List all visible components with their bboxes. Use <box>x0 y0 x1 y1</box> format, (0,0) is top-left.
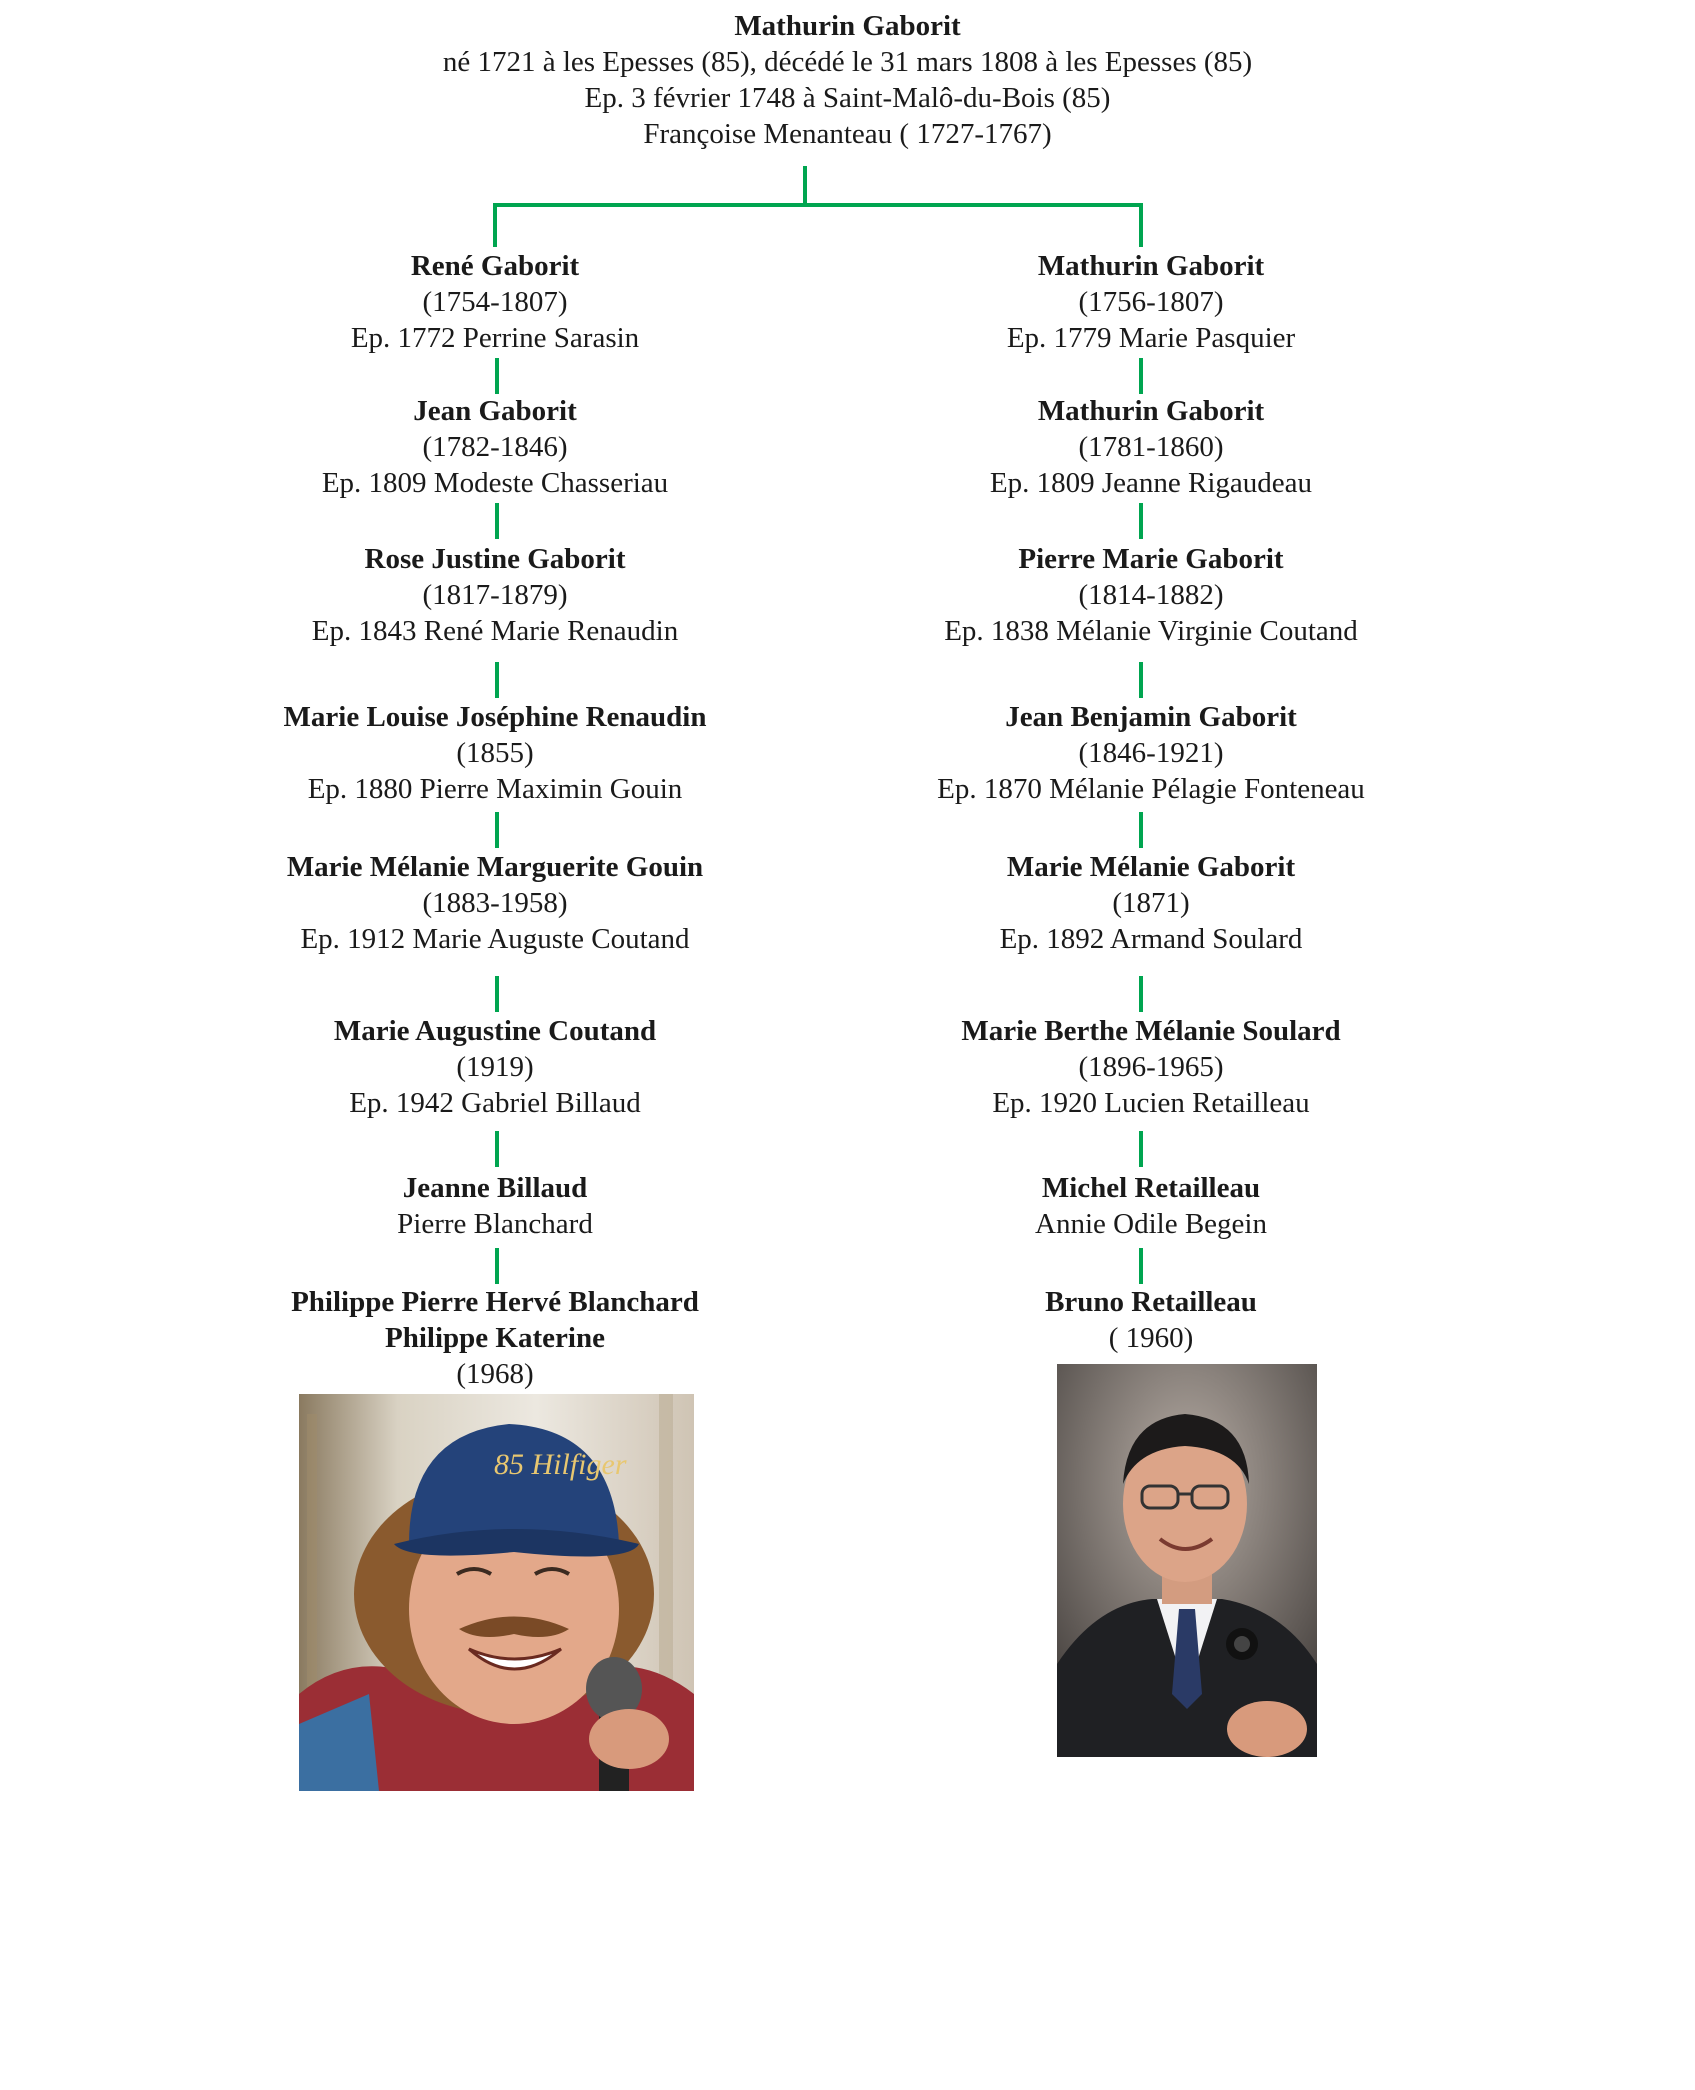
person-spouse: Ep. 1772 Perrine Sarasin <box>350 322 640 354</box>
person-spouse: Ep. 1942 Gabriel Billaud <box>349 1087 641 1119</box>
left-generation-1 <box>115 248 875 356</box>
right-connector <box>1139 812 1143 848</box>
person-dates: (1781-1860) <box>1078 431 1224 463</box>
person-dates: (1855) <box>456 737 534 769</box>
left-generation-4 <box>115 699 875 807</box>
person-dates: (1782-1846) <box>422 431 568 463</box>
person-spouse: Ep. 1920 Lucien Retailleau <box>992 1087 1310 1119</box>
root-marriage: Ep. 3 février 1748 à Saint-Malô-du-Bois (85) <box>584 82 1111 114</box>
right-generation-3 <box>771 541 1531 649</box>
right-generation-5 <box>771 849 1531 957</box>
right-connector <box>1139 503 1143 539</box>
person-name: Marie Berthe Mélanie Soulard <box>961 1015 1341 1047</box>
root-spouse: Françoise Menanteau ( 1727-1767) <box>643 118 1052 150</box>
person-spouse: Ep. 1779 Marie Pasquier <box>1006 322 1296 354</box>
left-connector <box>495 503 499 539</box>
left-connector <box>495 812 499 848</box>
person-dates: (1896-1965) <box>1078 1051 1224 1083</box>
left-generation-8 <box>115 1284 875 1392</box>
root-birth-death: né 1721 à les Epesses (85), décédé le 31 mars 1808 à les Epesses (85) <box>442 46 1253 78</box>
person-spouse: Annie Odile Begein <box>1035 1208 1267 1240</box>
right-generation-1 <box>771 248 1531 356</box>
person-name: Marie Louise Joséphine Renaudin <box>283 701 707 733</box>
right-connector <box>1139 662 1143 698</box>
branch-left-drop <box>493 203 497 247</box>
left-generation-7 <box>115 1170 875 1242</box>
branch-bar <box>493 203 1143 207</box>
person-dates: ( 1960) <box>1108 1322 1194 1354</box>
person-dates: (1817-1879) <box>422 579 568 611</box>
person-name: Jean Benjamin Gaborit <box>1005 701 1297 733</box>
cap-logo-text: 85 Hilfiger <box>494 1448 627 1481</box>
left-connector <box>495 976 499 1012</box>
person-name: Marie Mélanie Marguerite Gouin <box>286 851 704 883</box>
person-dates: (1919) <box>456 1051 534 1083</box>
portrait-bruno-retailleau <box>1057 1364 1317 1757</box>
person-spouse: Ep. 1880 Pierre Maximin Gouin <box>307 773 683 805</box>
right-generation-6 <box>771 1013 1531 1121</box>
person-dates: (1754-1807) <box>422 286 568 318</box>
left-generation-2 <box>115 393 875 501</box>
person-name: Pierre Marie Gaborit <box>1018 543 1284 575</box>
right-generation-2 <box>771 393 1531 501</box>
left-connector <box>495 358 499 394</box>
person-dates: (1814-1882) <box>1078 579 1224 611</box>
left-connector <box>495 1131 499 1167</box>
person-dates: (1871) <box>1112 887 1190 919</box>
person-dates: (1756-1807) <box>1078 286 1224 318</box>
left-generation-5 <box>115 849 875 957</box>
person-name: Bruno Retailleau <box>1045 1286 1257 1318</box>
right-generation-8 <box>771 1284 1531 1356</box>
person-name: Marie Mélanie Gaborit <box>1006 851 1296 883</box>
root-stem <box>803 166 807 206</box>
person-name: Mathurin Gaborit <box>1037 395 1265 427</box>
person-name: Jean Gaborit <box>413 395 577 427</box>
left-connector <box>495 1248 499 1284</box>
right-connector <box>1139 976 1143 1012</box>
person-name: Rose Justine Gaborit <box>364 543 626 575</box>
person-spouse: Ep. 1892 Armand Soulard <box>999 923 1303 955</box>
person-spouse: Ep. 1809 Jeanne Rigaudeau <box>989 467 1313 499</box>
person-dates: (1846-1921) <box>1078 737 1224 769</box>
portrait-philippe-katerine <box>299 1394 694 1791</box>
person-name: Michel Retailleau <box>1041 1172 1261 1204</box>
person-spouse: Ep. 1843 René Marie Renaudin <box>311 615 679 647</box>
person-name: Philippe Pierre Hervé Blanchard <box>291 1286 699 1318</box>
branch-right-drop <box>1139 203 1143 247</box>
person-dates: (1883-1958) <box>422 887 568 919</box>
person-spouse: Ep. 1838 Mélanie Virginie Coutand <box>944 615 1358 647</box>
left-connector <box>495 662 499 698</box>
right-connector <box>1139 358 1143 394</box>
person-stage-name: Philippe Katerine <box>385 1322 605 1354</box>
root-ancestor <box>0 8 1695 152</box>
left-generation-6 <box>115 1013 875 1121</box>
right-generation-4 <box>771 699 1531 807</box>
person-name: Marie Augustine Coutand <box>333 1015 657 1047</box>
root-name: Mathurin Gaborit <box>734 10 961 42</box>
person-spouse: Ep. 1912 Marie Auguste Coutand <box>300 923 690 955</box>
right-generation-7 <box>771 1170 1531 1242</box>
person-spouse: Pierre Blanchard <box>397 1208 593 1240</box>
person-name: René Gaborit <box>410 250 580 282</box>
right-connector <box>1139 1248 1143 1284</box>
person-name: Jeanne Billaud <box>402 1172 588 1204</box>
person-spouse: Ep. 1809 Modeste Chasseriau <box>321 467 669 499</box>
left-generation-3 <box>115 541 875 649</box>
person-spouse: Ep. 1870 Mélanie Pélagie Fonteneau <box>937 773 1365 805</box>
right-connector <box>1139 1131 1143 1167</box>
person-name: Mathurin Gaborit <box>1037 250 1265 282</box>
person-dates: (1968) <box>456 1358 534 1390</box>
